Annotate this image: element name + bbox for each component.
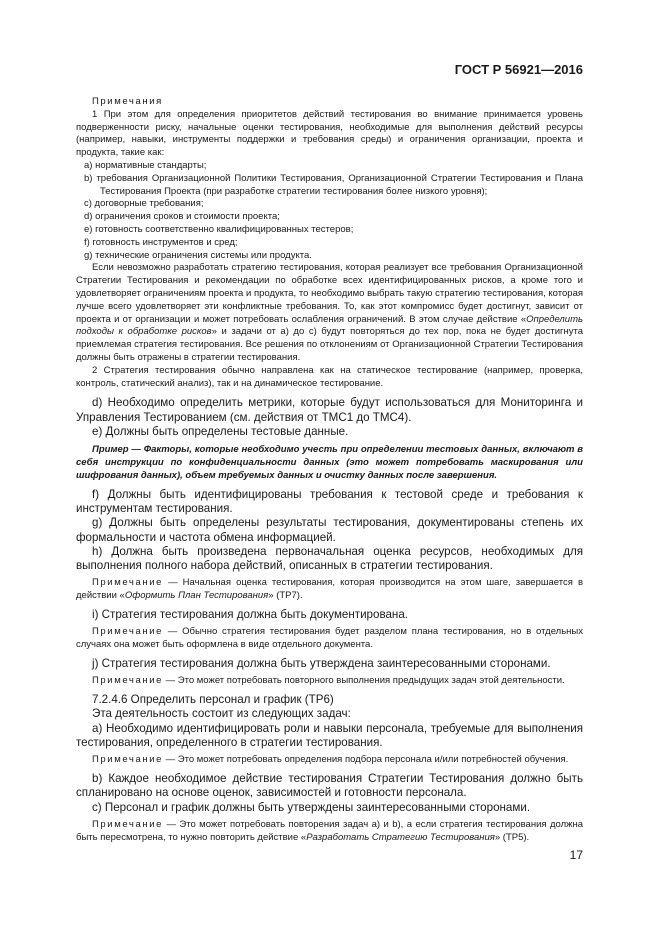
note-label: Примечание <box>92 675 163 687</box>
constraint-item: f) готовность инструментов и сред; <box>84 236 238 248</box>
note-label: Примечание <box>92 577 163 589</box>
constraint-item: b) требования Организационной Политики Тестирования, Организационной Стратегии Тестирования и Плана Тестирования Проекта (при разработке стратегии тестирования более низкого уровня); <box>84 172 583 197</box>
task-a: a) Необходимо идентифицировать роли и навыки персонала, требуемые для выполнения тестирования, определенного в стратегии тестирования. <box>76 721 583 749</box>
notes-heading: Примечания <box>92 96 163 107</box>
note-final-text-start: — Это может потребовать повторения задач a) и b), а если стратегия тестирования должна быть пересмотрена, то нужно повторить действие « <box>76 818 584 843</box>
note-h <box>76 577 583 603</box>
standard-header: ГОСТ Р 56921—2016 <box>454 62 583 77</box>
task-b: b) Каждое необходимое действие тестирования Стратегии Тестирования должно быть спланировано на основе оценок, зависимостей и готовности персонала. <box>76 771 583 800</box>
note-final <box>76 819 583 845</box>
constraint-item: e) готовность соответственно квалифицированных тестеров; <box>84 223 354 235</box>
note-1-intro: 1 При этом для определения приоритетов действий тестирования во внимание принимается уровень подверженности риску, начальные оценки тестирования, необходимые для выполнения действий ресурсы (например, навыки, инструменты поддержки и требования среды) и ограничения организации, проекта и продукта, такие как: <box>76 108 583 159</box>
item-h: h) Должна быть произведена первоначальная оценка ресурсов, необходимых для выполнения полного набора действий, описанных в стратегии тестирования. <box>76 544 583 573</box>
task-c: c) Персонал и график должны быть утверждены заинтересованными сторонами. <box>92 800 531 814</box>
compromise-text-start: Если невозможно разработать стратегию тестирования, которая реализует все требования Организационной Стратегии Тестирования и рекомендации по обработке всех идентифицированных рисков, а кроме того и удовлетворяет ограничениям проекта и продукта, то необходимо выбрать такую стратегию тестирования, которая лучше всего удовлетворяет эти конфликтные требования. То, как этот компромисс будет достигнут, зависит от проекта и от организации и может потребовать ослабления ограничений. В этом случае действие « <box>76 262 583 325</box>
note-label: Примечание <box>92 754 163 766</box>
item-d: d) Необходимо определить метрики, которые будут использоваться для Мониторинга и Управления Тестированием (см. действия от ТМС1 до ТМС4). <box>76 396 583 424</box>
constraint-item: d) ограничения сроков и стоимости проекта; <box>84 211 280 223</box>
item-j: j) Стратегия тестирования должна быть утверждена заинтересованными сторонами. <box>92 656 551 670</box>
constraint-item: a) нормативные стандарты; <box>84 159 207 171</box>
note-h-text-start: — Начальная оценка тестирования, которая производится на этом шаге, завершается в действии « <box>76 577 583 602</box>
note-task-a <box>76 754 583 767</box>
note-i <box>76 626 583 652</box>
compromise-paragraph <box>76 262 583 364</box>
constraint-item: g) технические ограничения системы или продукта. <box>84 249 312 261</box>
section-intro: Эта деятельность состоит из следующих задач: <box>92 707 351 721</box>
note-label: Примечание <box>92 818 163 830</box>
note-h-action-name: Оформить План Тестирования <box>124 590 269 602</box>
note-task-a-text: — Это может потребовать определения подбора персонала и/или потребностей обучения. <box>165 754 569 766</box>
item-e: e) Должны быть определены тестовые данные. <box>92 424 349 438</box>
note-final-text-end: » (ТР5). <box>494 831 530 843</box>
item-i: i) Стратегия тестирования должна быть документирована. <box>92 607 409 621</box>
example-text: Пример — Факторы, которые необходимо учесть при определении тестовых данных, включают в себя инструкции по конфиденциальности данных (это может потребовать маскирования или шифрования данных), объем требуемых данных и очистку данных после завершения. <box>76 444 583 481</box>
note-h-text-end: » (ТР7). <box>268 590 303 602</box>
note-i-text: — Обычно стратегия тестирования будет разделом плана тестирования, но в отдельных случаях она может быть оформлена в виде отдельного документа. <box>76 626 583 651</box>
item-g: g) Должны быть определены результаты тестирования, документированы степень их формальности и частота обмена информацией. <box>76 516 583 544</box>
constraint-item: c) договорные требования; <box>84 198 204 210</box>
note-j-text: — Это может потребовать повторного выполнения предыдущих задач этой деятельности. <box>165 675 565 687</box>
page-number: 17 <box>569 848 583 862</box>
page-content <box>76 96 583 844</box>
note-final-action-name: Разработать Стратегию Тестирования <box>306 831 495 843</box>
compromise-action-name: Определить подходы к обработке рисков <box>76 313 583 338</box>
section-heading: 7.2.4.6 Определить персонал и график (ТР6) <box>92 692 334 706</box>
note-label: Примечание <box>92 626 163 638</box>
item-f: f) Должны быть идентифицированы требования к тестовой среде и требования к инструментам тестирования. <box>76 487 583 515</box>
note-j <box>76 675 583 688</box>
note-2: 2 Стратегия тестирования обычно направлена как на статическое тестирование (например, проверка, контроль, статический анализ), так и на динамическое тестирование. <box>76 364 583 389</box>
compromise-text-end: » и задачи от а) до с) будут повторяться до тех пор, пока не будет достигнута приемлемая стратегия тестирования. Все решения по отклонениям от Организационной Стратегии Тестирования должны быть отражены в стратегии тестирования. <box>76 326 583 363</box>
